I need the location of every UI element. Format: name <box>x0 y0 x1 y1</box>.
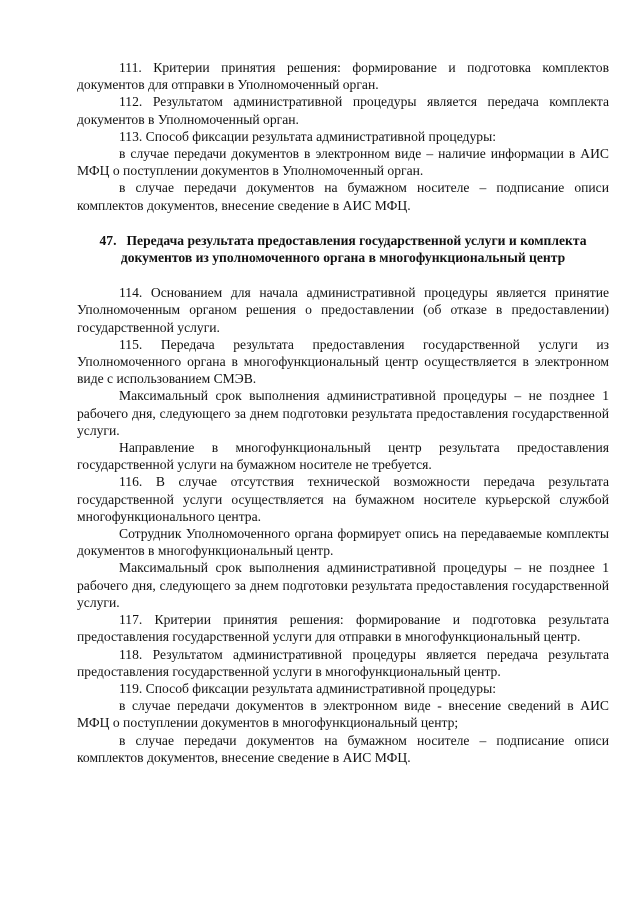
paragraph-116-deadline: Максимальный срок выполнения административной процедуры – не позднее 1 рабочего дня, следующего за днем подготовки результата предоставления государственной услуги. <box>77 560 609 610</box>
paragraph-114: 114. Основанием для начала административной процедуры является принятие Уполномоченным органом решения о предоставлении (об отказе в предоставлении) государственной услуги. <box>77 285 609 335</box>
paragraph-111: 111. Критерии принятия решения: формирование и подготовка комплектов документов для отправки в Уполномоченный орган. <box>77 60 609 93</box>
paragraph-115-paper-not-required: Направление в многофункциональный центр результата предоставления государственной услуги на бумажном носителе не требуется. <box>77 440 609 473</box>
section-heading-47 <box>77 232 609 266</box>
paragraph-117: 117. Критерии принятия решения: формирование и подготовка результата предоставления государственной услуги для отправки в многофункциональный центр. <box>77 612 609 645</box>
paragraph-115: 115. Передача результата предоставления государственной услуги из Уполномоченного органа в многофункциональный центр осуществляется в электронном виде с использованием СМЭВ. <box>77 336 609 387</box>
paragraph-113-paper: в случае передачи документов на бумажном носителе – подписание описи комплектов документов, внесение сведение в АИС МФЦ. <box>77 180 609 213</box>
paragraph-119-electronic: в случае передачи документов в электронном виде - внесение сведений в АИС МФЦ о поступлении документов в многофункциональный центр; <box>77 698 609 731</box>
paragraph-118: 118. Результатом административной процедуры является передача результата предоставления государственной услуги в многофункциональный центр. <box>77 646 609 679</box>
paragraph-112: 112. Результатом административной процедуры является передача комплекта документов в Уполномоченный орган. <box>77 94 609 127</box>
section-title: Передача результата предоставления государственной услуги и комплекта документов из уполномоченного органа в многофункциональный центр <box>120 232 587 266</box>
paragraph-113: 113. Способ фиксации результата административной процедуры: <box>119 128 496 144</box>
paragraph-119: 119. Способ фиксации результата административной процедуры: <box>119 680 496 696</box>
paragraph-113-electronic: в случае передачи документов в электронном виде – наличие информации в АИС МФЦ о поступлении документов в Уполномоченный орган. <box>77 146 609 179</box>
section-number: 47. <box>99 232 117 248</box>
paragraph-116: 116. В случае отсутствия технической возможности передача результата государственной услуги осуществляется на бумажном носителе курьерской службой многофункционального центра. <box>77 474 609 524</box>
document-body <box>77 59 609 766</box>
paragraph-116-inventory: Сотрудник Уполномоченного органа формирует опись на передаваемые комплекты документов в многофункциональный центр. <box>77 526 609 559</box>
paragraph-115-deadline: Максимальный срок выполнения административной процедуры – не позднее 1 рабочего дня, следующего за днем подготовки результата предоставления государственной услуги. <box>77 388 609 438</box>
paragraph-119-paper: в случае передачи документов на бумажном носителе – подписание описи комплектов документов, внесение сведение в АИС МФЦ. <box>77 732 609 765</box>
